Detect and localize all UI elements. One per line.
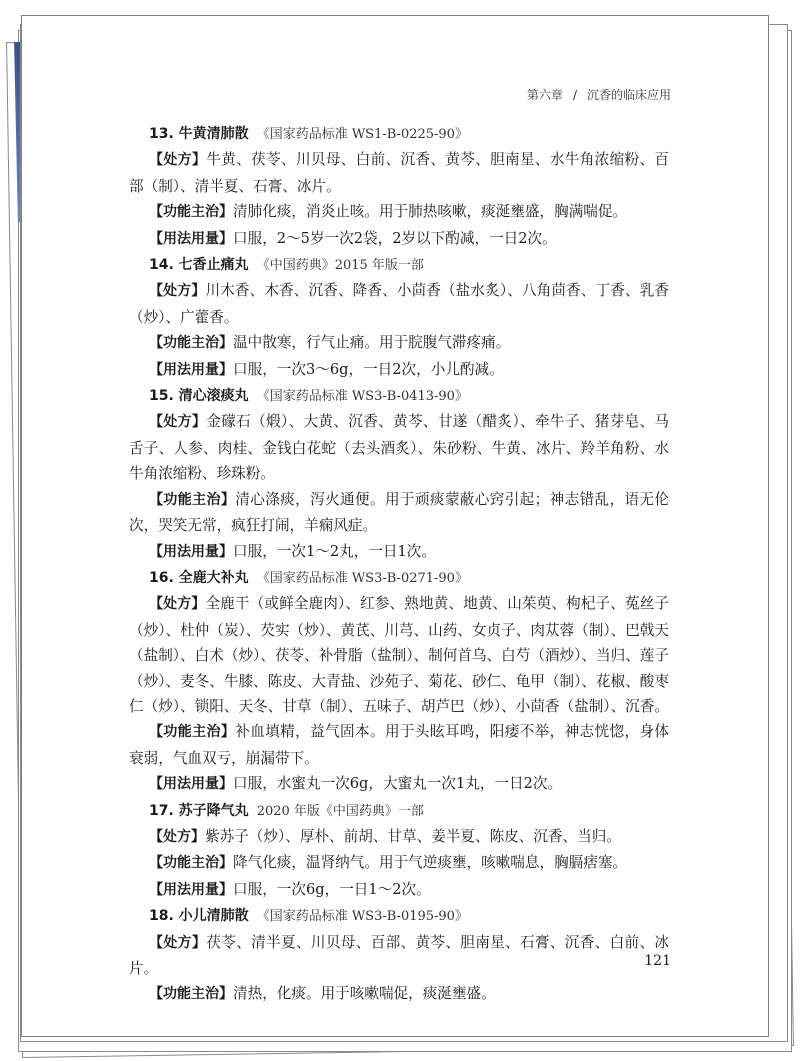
entry-heading: [129, 903, 669, 929]
prescription-text: 川木香、木香、沉香、降香、小茴香（盐水炙）、八角茴香、丁香、乳香（炒）、广藿香。: [129, 282, 670, 326]
usage-label: 【用法用量】: [149, 776, 233, 793]
prescription-label: 【处方】: [149, 283, 206, 300]
entry-prescription: [129, 278, 669, 330]
header-separator: /: [572, 88, 577, 102]
page-body: [129, 121, 669, 1008]
entry-heading: [129, 565, 669, 591]
entry-function: [129, 719, 669, 771]
entry-heading: [129, 798, 669, 824]
entry-usage: [129, 539, 669, 565]
prescription-label: 【处方】: [149, 828, 205, 845]
function-text: 清热，化痰。用于咳嗽喘促，痰涎壅盛。: [233, 985, 496, 1003]
usage-label: 【用法用量】: [149, 230, 233, 247]
entry-title: 13. 牛黄清肺散: [149, 126, 249, 142]
function-text: 降气化痰，温肾纳气。用于气逆痰壅，咳嗽喘息，胸膈痞塞。: [233, 854, 628, 872]
prescription-text: 茯苓、清半夏、川贝母、百部、黄芩、胆南星、石膏、沉香、白前、冰片。: [129, 933, 670, 977]
entry-usage: [129, 877, 669, 903]
entry-title: 14. 七香止痛丸: [149, 257, 249, 274]
entry-prescription: [129, 824, 669, 850]
entry-heading: [129, 121, 669, 147]
prescription-label: 【处方】: [149, 596, 206, 613]
chapter-title: 沉香的临床应用: [586, 88, 671, 102]
usage-label: 【用法用量】: [149, 361, 233, 378]
entry-source: 2020 年版《中国药典》一部: [256, 803, 424, 819]
entry-heading: [129, 383, 669, 409]
entry-title: 17. 苏子降气丸: [149, 802, 249, 819]
usage-label: 【用法用量】: [149, 881, 233, 898]
entry-function: [129, 981, 669, 1007]
entry-source: 《国家药品标准 WS3-B-0413-90》: [256, 389, 468, 405]
function-label: 【功能主治】: [149, 986, 233, 1003]
entry-title: 16. 全鹿大补丸: [149, 569, 249, 586]
prescription-text: 紫苏子（炒）、厚朴、前胡、甘草、姜半夏、陈皮、沉香、当归。: [205, 827, 621, 845]
book-page: [21, 15, 769, 1037]
entry-source: 《国家药品标准 WS3-B-0271-90》: [256, 570, 468, 586]
entry-function: [129, 487, 669, 539]
entry-heading: [129, 252, 669, 278]
function-text: 清肺化痰，消炎止咳。用于肺热咳嗽，痰涎壅盛，胸满喘促。: [233, 203, 628, 221]
prescription-text: 金礞石（煅）、大黄、沉香、黄芩、甘遂（醋炙）、牵牛子、猪芽皂、马舌子、人参、肉桂、金钱白花蛇（去头酒炙）、朱砂粉、牛黄、冰片、羚羊角粉、水牛角浓缩粉、珍珠粉。: [129, 413, 669, 483]
entry-function: [129, 330, 669, 356]
prescription-label: 【处方】: [149, 934, 207, 951]
function-text: 补血填精，益气固本。用于头眩耳鸣，阳痿不举，神志恍惚，身体衰弱，气血双亏，崩漏带下。: [129, 723, 669, 767]
entry-prescription: [129, 591, 669, 719]
prescription-label: 【处方】: [149, 152, 207, 169]
page-number: 121: [644, 953, 671, 969]
usage-text: 口服，一次1～2丸，一日1次。: [233, 542, 436, 560]
entry-usage: [129, 357, 669, 383]
entry-source: 《国家药品标准 WS1-B-0225-90》: [256, 127, 468, 142]
usage-text: 口服，水蜜丸一次6g，大蜜丸一次1丸，一日2次。: [233, 775, 563, 793]
function-text: 温中散寒，行气止痛。用于脘腹气滞疼痛。: [233, 334, 511, 352]
prescription-text: 牛黄、茯苓、川贝母、白前、沉香、黄芩、胆南星、水牛角浓缩粉、百部（制）、清半夏、石膏、冰片。: [129, 151, 670, 195]
usage-label: 【用法用量】: [149, 543, 233, 560]
entry-prescription: [129, 147, 669, 199]
usage-text: 口服，一次6g，一日1～2次。: [233, 880, 431, 898]
entry-prescription: [129, 409, 669, 486]
usage-text: 口服，一次3～6g，一日2次，小儿酌减。: [233, 360, 504, 378]
function-text: 清心涤痰，泻火通便。用于顽痰蒙蔽心窍引起；神志错乱，语无伦次，哭笑无常，疯狂打闹，羊痫风症。: [129, 490, 669, 535]
entry-usage: [129, 771, 669, 797]
function-label: 【功能主治】: [149, 724, 236, 741]
prescription-text: 全鹿干（或鲜全鹿肉）、红参、熟地黄、地黄、山茱萸、枸杞子、菟丝子（炒）、杜仲（炭）、芡实（炒）、黄芪、川芎、山药、女贞子、肉苁蓉（制）、巴戟天（盐制）、白术（炒）、茯苓、补骨脂（盐制）、制何首乌、白芍（酒炒）、当归、莲子（炒）、麦冬、牛膝、陈皮、大青盐、沙苑子、菊花、砂仁、龟甲（制）、花椒、酸枣仁（炒）、锁阳、天冬、甘草（制）、五味子、胡芦巴（炒）、小茴香（盐制）、沉香。: [129, 595, 670, 715]
entry-title: 15. 清心滚痰丸: [149, 388, 249, 405]
entry-source: 《国家药品标准 WS3-B-0195-90》: [256, 909, 468, 925]
entry-source: 《中国药典》2015 年版一部: [256, 258, 424, 274]
function-label: 【功能主治】: [149, 491, 236, 508]
entry-prescription: [129, 930, 669, 982]
prescription-label: 【处方】: [149, 414, 207, 431]
running-header: [527, 86, 671, 103]
entry-function: [129, 850, 669, 876]
function-label: 【功能主治】: [149, 855, 233, 872]
function-label: 【功能主治】: [149, 335, 233, 352]
entry-usage: [129, 226, 669, 252]
function-label: 【功能主治】: [149, 204, 233, 221]
entry-title: 18. 小儿清肺散: [149, 908, 249, 925]
usage-text: 口服，2～5岁一次2袋，2岁以下酌减，一日2次。: [233, 229, 557, 247]
chapter-label: 第六章: [526, 88, 563, 102]
entry-function: [129, 199, 669, 225]
